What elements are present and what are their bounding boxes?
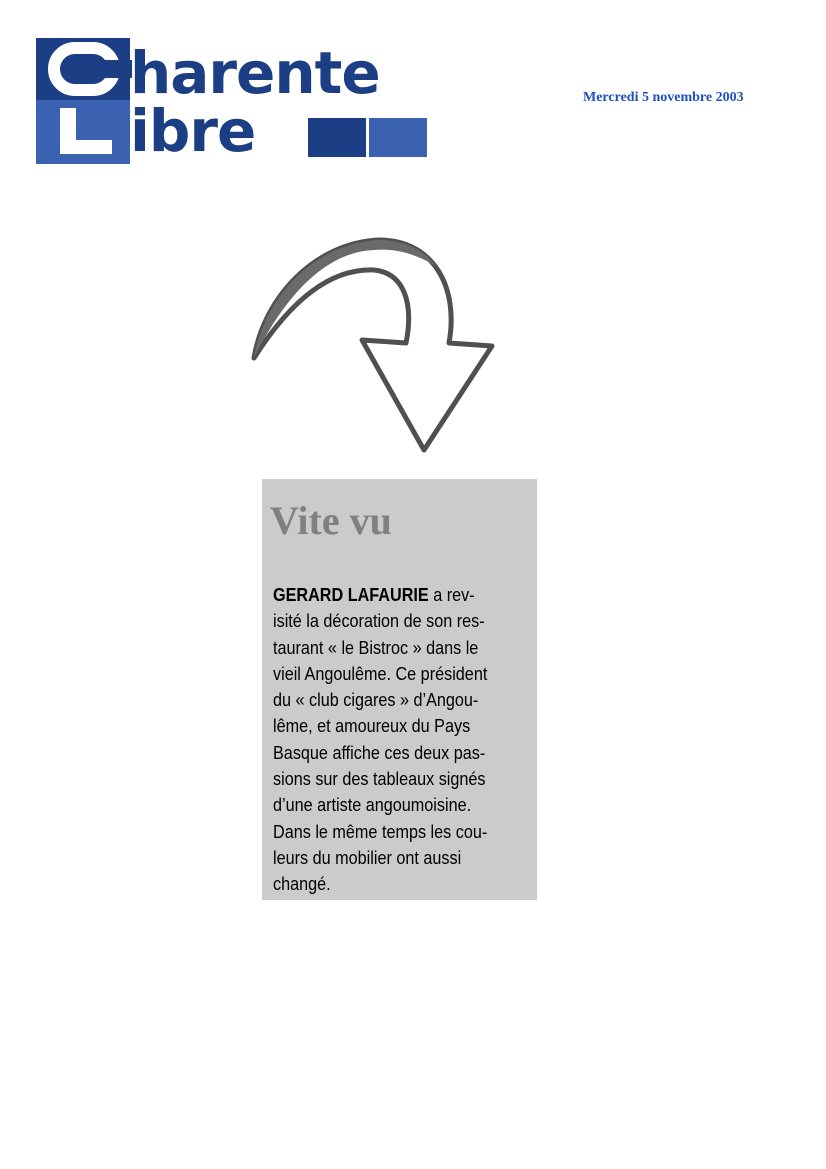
article-box [262,479,537,900]
article-line: Dans le même temps les cou- [273,821,488,842]
curved-arrow-down-icon [244,228,500,456]
logo-word-libre: ibre [130,97,256,165]
logo-word-charente: harente [130,39,380,107]
charente-libre-logo [36,38,436,164]
article-body [273,582,505,898]
article-line: leurs du mobilier ont aussi [273,847,462,868]
publication-date: Mercredi 5 novembre 2003 [583,90,744,105]
article-line: changé. [273,874,331,895]
article-line: vieil Angoulême. Ce président [273,663,488,684]
article-line: lême, et amoureux du Pays [273,716,471,737]
article-line: isité la décoration de son res- [273,611,485,632]
article-line: du « club cigares » d’Angou- [273,690,479,711]
article-line: Basque affiche ces deux pas- [273,742,486,763]
article-lead-name: GERARD LAFAURIE [273,585,429,605]
article-title: Vite vu [270,498,392,543]
article-line [273,582,505,608]
article-line: d’une artiste angoumoisine. [273,795,472,816]
article-line-text: a rev- [428,585,475,605]
article-line: sions sur des tableaux signés [273,769,486,790]
article-line: taurant « le Bistroc » dans le [273,637,479,658]
